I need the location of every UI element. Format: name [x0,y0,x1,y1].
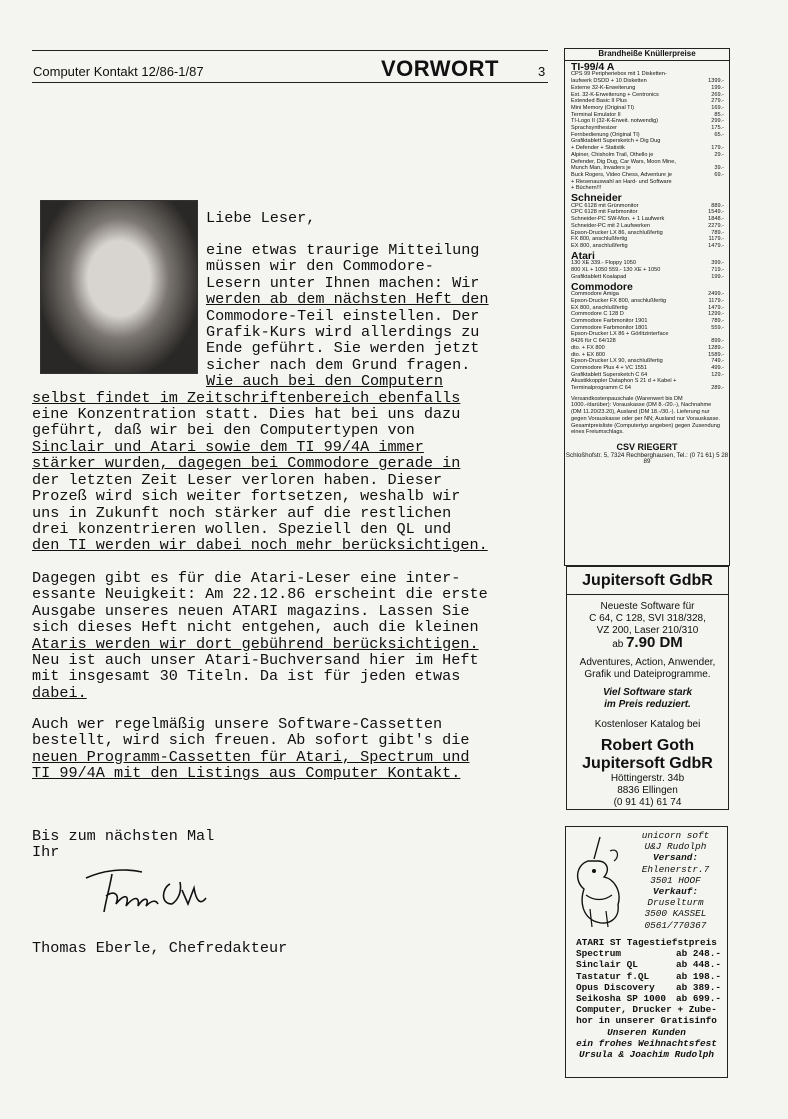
address-line: 3500 KASSEL [644,908,707,920]
ad-desc: Grafik und Dateiprogramme. [584,669,711,680]
address-line: Ehlenerstr.7 [641,863,710,875]
item-name: dto. + EX 800 [571,351,606,358]
letter-line: Lesern unter Ihnen machen: Wir [206,273,480,292]
letter-line: Grafik-Kurs wird allerdings zu [206,323,480,342]
item-name: Alpiner, Chisholm Trail, Othello je [571,151,654,158]
item-price: 1179.- [708,236,724,243]
item-name: Epson-Drucker LX 86 + Görlitzinterface [571,331,669,338]
item-name: Grafiktablett Koalapad [571,273,627,280]
ad-price-row [565,98,729,105]
item-price: 1479.- [708,304,724,311]
item-name: Munch Man, Invaders je [571,165,631,172]
letter-line: Neu ist auch unser Atari-Buchversand hier im Heft [32,651,479,670]
ad-price: 7.90 DM [626,634,683,651]
ad-price-row [566,948,727,959]
ad-shipping-note: Versandkostenpauschale (Warenwert bis DM 1000.-/darüber): Vorauskasse (DM 8.-/20.-), Nachnahme (DM 11.20/23.20), Ausland (DM 18.-/30.-). Lieferung nur gegen Vorauskasse oder per NN; Ausland nur Vorauskasse. Gesamtpreisliste (Computertyp angeben) gegen Zusendung eines Freiumschlags. [571,395,720,436]
item-price: 2279.- [708,222,724,229]
letter-closing [32,828,214,861]
item-price: 199.- [711,84,724,91]
item-price: 2499.- [708,291,724,298]
closing-line: Bis zum nächsten Mal [32,827,215,845]
address-line: Versand: [652,852,698,864]
item-name: Commodore C 128 D [571,311,624,318]
ad-city: 8836 Ellingen [617,785,678,796]
item-name: Terminalprogramm C 64 [571,385,631,392]
ad-price-row [565,223,729,230]
address-line: unicorn soft [641,830,710,841]
ad-company: CSV RIEGERT [616,441,678,452]
ad-price-row [566,971,727,982]
letter-line: sich dieses Heft nicht entgehen, auch die kleinen [32,618,479,637]
item-name: 130 XE 339.- Floppy 1050 [571,260,636,267]
item-price: 85.- [714,111,724,118]
ad-highlight: im Preis reduziert. [604,699,691,710]
ad-price-row [565,185,729,192]
letter-paragraph-1 [32,242,489,554]
ad-price-row [565,209,729,216]
item-name: Schneider-PC mit 2 Laufwerken [571,222,650,229]
letter-line: geführt, daß wir bei den Computertypen von [32,421,415,440]
item-name: Spectrum [576,948,622,960]
address-line: 0561/770367 [644,919,707,931]
ad-text: Computer, Drucker + Zube- [576,1004,717,1016]
ad-phone: (0 91 41) 61 74 [613,797,682,808]
item-price: 175.- [711,125,724,132]
letter-line: sicher nach dem Grund fragen. [206,355,471,374]
ad-headline: ATARI ST Tagestiefstpreis [576,937,717,948]
ad-csv-riegert [564,48,730,566]
ad-street: Höttingerstr. 34b [610,773,685,784]
ad-owner: Robert Goth [600,737,695,754]
ad-price-row [566,993,727,1004]
ad-section-title: Schneider [571,192,622,205]
ad-greeting: Unseren Kunden [607,1026,686,1038]
item-price: 69.- [714,171,724,178]
ad-price-row [565,385,729,392]
item-price: 889.- [711,202,724,209]
ad-price-row [565,318,729,325]
item-price: ab 198.- [675,970,721,982]
item-name: + Büchern!!! [571,185,602,192]
letter-line: Wie auch bei den Computern [206,372,443,391]
letter-line: neuen Programm-Cassetten für Atari, Spectrum und [32,747,470,766]
ad-price-row [565,372,729,379]
letter-line: eine etwas traurige Mitteilung [206,241,480,259]
ad-company: Jupitersoft GdbR [582,755,713,772]
header-top-rule [32,50,548,51]
ad-price-row [565,179,729,186]
letter-line: bestellt, wird sich freuen. Ab sofort gibt's die [32,731,470,750]
item-name: Ext. 32-K-Erweiterung + Centronics [571,91,659,98]
ad-price-row [565,78,729,85]
unicorn-mascot-icon [570,831,624,931]
letter-line: Prozeß wird sich weiter fortsetzen, weshalb wir [32,487,461,506]
ad-greeting: ein frohes Weihnachtsfest [576,1037,717,1049]
letter-line: Ataris werden wir dort gebührend berücksichtigen. [32,634,479,653]
ad-price-line [567,634,728,651]
letter-line: TI 99/4A mit den Listings aus Computer Kontakt. [32,764,461,783]
ad-price-row [565,112,729,119]
letter-line: essante Neuigkeit: Am 22.12.86 erscheint die erste [32,585,488,604]
ad-price-row [565,71,729,78]
item-price: ab 448.- [675,959,721,971]
ad-desc: Adventures, Action, Anwender, [579,657,716,668]
item-name: CPC 6128 mit Grünmonitor [571,202,639,209]
item-name: Commodore Farbmonitor 1901 [571,318,648,325]
ad-top [566,827,727,937]
ad-price-row [565,378,729,385]
letter-line: stärker wurden, dagegen bei Commodore gerade in [32,454,461,473]
item-name: CPC 6128 mit Farbmonitor [571,209,638,216]
item-price: 1549.- [708,209,724,216]
item-price: 179.- [711,145,724,152]
letter-line: werden ab dem nächsten Heft den [206,290,489,309]
magazine-issue: Computer Kontakt 12/86-1/87 [33,64,204,79]
item-name: Epson-Drucker LX 90, anschlußfertig [571,358,663,365]
ad-price-row [565,291,729,298]
item-price: 399.- [711,260,724,267]
ad-price-row [565,138,729,145]
ad-price-row [565,325,729,332]
item-name: Opus Discovery [576,981,655,993]
item-name: laufwerk DSDD + 10 Disketten [571,78,647,85]
item-price: 559.- [711,324,724,331]
item-name: Sinclair QL [576,959,638,971]
ad-price-row [565,230,729,237]
ad-price-row [565,92,729,99]
ad-greeting: Ursula & Joachim Rudolph [578,1049,715,1061]
ad-price-row [565,159,729,166]
item-price: 39.- [714,165,724,172]
ad-price-row [565,305,729,312]
ad-price-row [565,125,729,132]
ad-price-row [565,152,729,159]
letter-line: Dagegen gibt es für die Atari-Leser eine inter- [32,569,461,587]
item-price: 749.- [711,358,724,365]
ad-section-title: TI-99/4 A [571,60,615,73]
ad-price-row [565,267,729,274]
letter-line: Ende geführt. Sie werden jetzt [206,339,480,358]
letter-paragraph-3 [32,716,469,782]
ad-price-row [565,331,729,338]
item-name: CPS 99 Peripheriebox mit 1 Disketten- [571,71,667,78]
ad-price-row [565,365,729,372]
ad-price-row [565,216,729,223]
item-price: ab 248.- [675,948,721,960]
ad-line: Neueste Software für [600,601,695,612]
signer-name: Thomas Eberle, Chefredakteur [32,939,288,957]
item-price: 789.- [711,318,724,325]
item-name: Commodore Amiga [571,291,619,298]
address-line: 3501 HOOF [650,874,701,886]
item-price: 899.- [711,338,724,345]
ad-section-title: Commodore [571,280,633,293]
item-price: 199.- [711,273,724,280]
letter-line: den TI werden wir dabei noch mehr berücksichtigen. [32,536,488,555]
address-line: U&J Rudolph [644,841,707,853]
letter-line: Commodore-Teil einstellen. Der [206,306,480,325]
item-price: 1179.- [708,297,724,304]
ad-price-row [565,345,729,352]
item-name: Seikosha SP 1000 [576,993,667,1005]
item-name: Terminal Emulator II [571,111,621,118]
ad-price-row [565,236,729,243]
letter-line: der letzten Zeit Leser verloren haben. Dieser [32,470,443,489]
letter-line: mit insgesamt 30 Titeln. Da ist für jeden etwas [32,667,461,686]
ad-price-row [565,118,729,125]
item-name: Fernbedienung (Original TI) [571,131,640,138]
item-name: Tastatur f.QL [576,970,650,982]
item-price: 789.- [711,229,724,236]
item-price: 169.- [711,104,724,111]
ad-line: VZ 200, Laser 210/310 [596,625,699,636]
closing-line: Ihr [32,843,60,862]
ad-price-row [565,274,729,281]
address-line: Verkauf: [652,886,698,898]
item-name: Externe 32-K-Erweiterung [571,84,636,91]
item-price: 289.- [711,385,724,392]
item-price: 129.- [711,371,724,378]
item-price: 269.- [711,91,724,98]
item-name: Extended Basic II Plus [571,98,627,105]
item-name: Schneider-PC SW-Mon. + 1 Laufwerk [571,216,665,223]
item-name: 8426 für C 64/128 [571,338,616,345]
item-price: ab 389.- [675,981,721,993]
letter-line: drei konzentrieren wollen. Speziell den QL und [32,519,452,538]
item-price: ab 699.- [675,993,721,1005]
page-number: 3 [538,64,546,79]
ad-price-row [566,959,727,970]
item-name: + Defender + Statistik [571,145,625,152]
ad-price-row [565,165,729,172]
ad-address: Schloßhofstr. 5, 7324 Rechberghausen, Tel.: (0 71 61) 5 28 89 [565,451,729,466]
ad-price-list [566,948,727,1004]
ad-text: hor in unserer Gratisinfo [576,1015,717,1027]
item-name: Grafiktablett Supersketch + Dig Dug [571,138,661,145]
letter-paragraph-2 [32,570,488,701]
ad-price-row [565,311,729,318]
ad-price-row [565,132,729,139]
item-price: 1299.- [708,311,724,318]
item-name: TI-Logo II (32-K-Erweit. notwendig) [571,118,659,125]
ad-price-row [565,172,729,179]
item-name: FX 800, anschlußfertig [571,236,628,243]
ad-price-list [565,60,729,392]
letter-line: müssen wir den Commodore- [206,257,434,276]
item-price: 1848.- [708,216,724,223]
price-prefix: ab [612,639,624,650]
ad-price-row [565,358,729,365]
item-name: Commodore Plus 4 + VC 1551 [571,364,648,371]
handwritten-signature [84,860,234,920]
ad-addresses [624,827,727,937]
ad-headline: Brandheiße Knüllerpreise [565,49,729,61]
item-price: 719.- [711,267,724,274]
item-name: Defender, Dig Dug, Car Wars, Moon Mine, [571,158,676,165]
ad-price-row [565,352,729,359]
letter-line: Auch wer regelmäßig unsere Software-Cassetten [32,715,443,733]
ad-price-row [565,260,729,267]
ad-title: Jupitersoft GdbR [567,567,728,595]
letter-line: selbst findet im Zeitschriftenbereich ebenfalls [32,388,461,407]
address-line: Druselturm [647,897,704,909]
item-name: Sprachsynthesizer [571,125,618,132]
ad-unicorn-soft [565,826,728,1078]
ad-section-title: Atari [571,249,595,262]
item-name: Epson-Drucker LX 86, anschlußfertig [571,229,663,236]
item-name: 800 XL + 1050 559.- 130 XE + 1050 [571,267,661,274]
ad-price-row [565,85,729,92]
ad-catalog: Kostenloser Katalog bei [594,719,701,730]
letter-salutation: Liebe Leser, [206,209,316,227]
letter-line: dabei. [32,683,87,702]
section-title: VORWORT [381,56,499,81]
item-name: EX 800, anschlußfertig [571,242,628,249]
item-price: 299.- [711,118,724,125]
item-name: EX 800, anschlußfertig [571,304,628,311]
item-price: 1289.- [708,344,724,351]
ad-price-row [565,338,729,345]
item-name: Commodore Farbmonitor 1801 [571,324,648,331]
letter-line: eine Konzentration statt. Dies hat bei uns dazu [32,405,461,424]
item-name: Epson-Drucker FX 800, anschlußfertig [571,297,667,304]
item-name: Akustikkoppler Dataphon S 21 d + Kabel + [571,378,677,385]
item-name: dto. + FX 800 [571,344,605,351]
item-price: 499.- [711,364,724,371]
item-price: 1589.- [708,351,724,358]
item-name: + Riesenauswahl an Hard- und Software [571,178,672,185]
header-bottom-rule [32,82,548,83]
ad-price-row [565,298,729,305]
item-price: 279.- [711,98,724,105]
ad-highlight: Viel Software stark [602,687,693,698]
item-name: Buck Rogers, Video Chess, Adventure je [571,171,672,178]
item-price: 65.- [714,131,724,138]
ad-jupitersoft [566,566,729,810]
ad-price-row [565,243,729,250]
letter-line: Ausgabe unseres neuen ATARI magazins. Lassen Sie [32,601,470,620]
ad-contact [565,441,729,466]
ad-price-row [565,203,729,210]
item-name: Mini Memory (Original TI) [571,104,634,111]
letter-line: Sinclair und Atari sowie dem TI 99/4A immer [32,437,424,456]
letter-line: uns in Zukunft noch stärker auf die restlichen [32,503,452,522]
item-price: 1479.- [708,242,724,249]
ad-line: C 64, C 128, SVI 318/328, [589,613,706,624]
ad-price-row [565,105,729,112]
ad-price-row [565,145,729,152]
ad-price-row [566,982,727,993]
item-price: 29.- [714,151,724,158]
item-name: Grafiktablett Supersketch C 64 [571,371,648,378]
item-price: 1399.- [708,78,724,85]
